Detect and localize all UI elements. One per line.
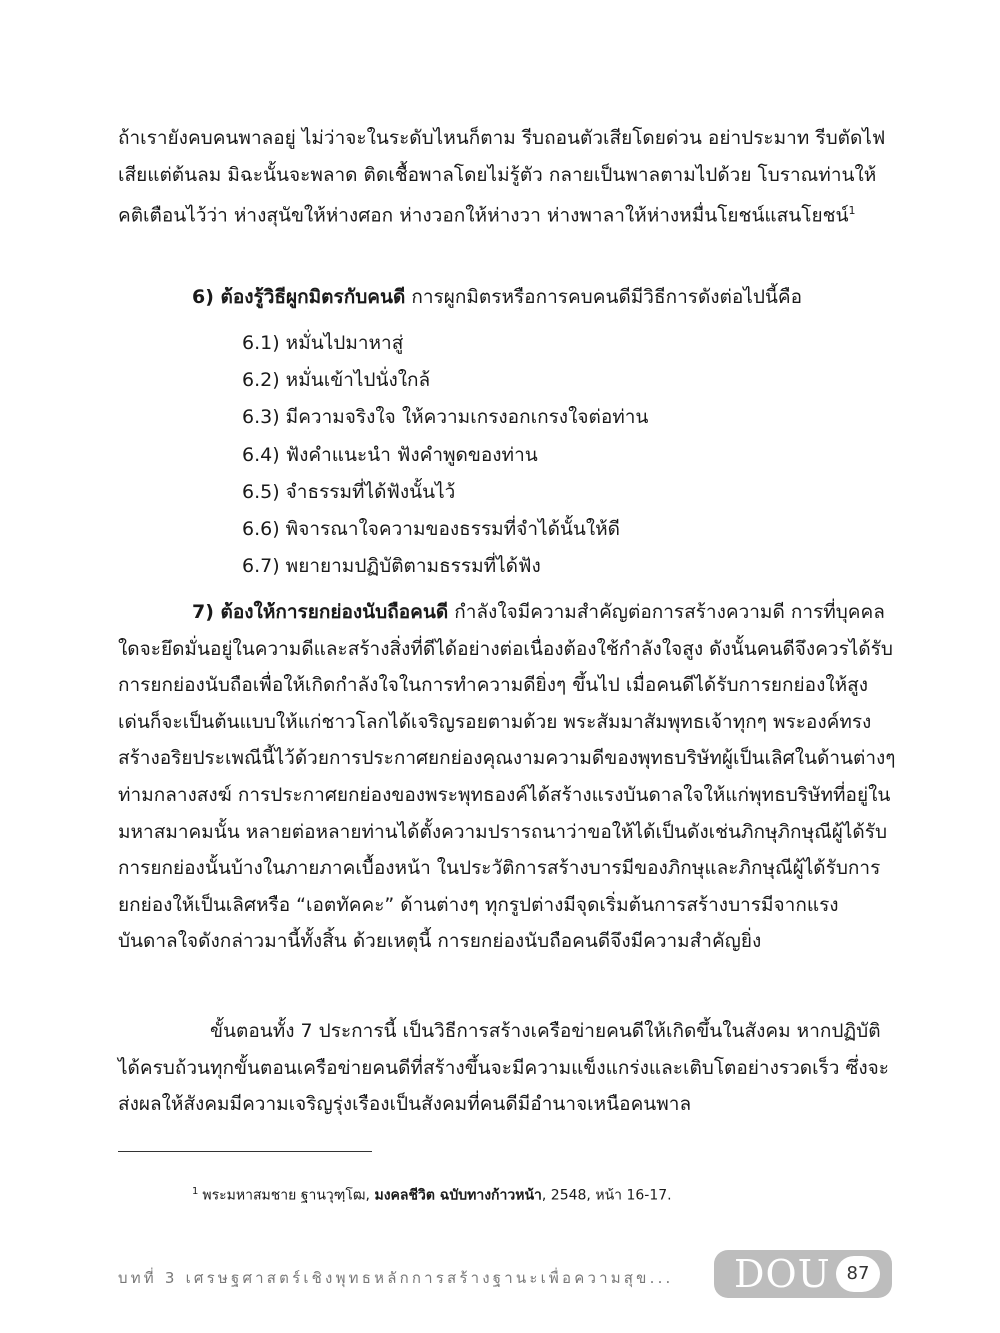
section-6-intro: การผูกมิตรหรือการคบคนดีมีวิธีการดังต่อไปนี้คือ bbox=[405, 286, 803, 308]
footer-chapter-title: บทที่ 3 เศรษฐศาสตร์เชิงพุทธหลักการสร้างฐานะเพื่อความสุข... bbox=[118, 1269, 674, 1287]
section-6-list bbox=[242, 325, 648, 585]
list-item: 6.3) มีความจริงใจ ให้ความเกรงอกเกรงใจต่อท่าน bbox=[242, 406, 649, 429]
list-item: 6.5) จำธรรมที่ได้ฟังนั้นไว้ bbox=[242, 480, 456, 503]
list-item: 6.6) พิจารณาใจความของธรรมที่จำได้นั้นให้ดี bbox=[242, 518, 621, 541]
section-7 bbox=[118, 594, 896, 960]
list-item: 6.2) หมั่นเข้าไปนั่งใกล้ bbox=[242, 369, 431, 392]
footnote-reference[interactable]: 1 bbox=[848, 204, 856, 218]
footnote-title: มงคลชีวิต ฉบับทางก้าวหน้า bbox=[374, 1187, 542, 1204]
footnote-details: , 2548, หน้า 16-17. bbox=[541, 1187, 672, 1204]
list-item: 6.4) ฟังคำแนะนำ ฟังคำพูดของท่าน bbox=[242, 443, 538, 466]
list-item: 6.1) หมั่นไปมาหาสู่ bbox=[242, 332, 404, 354]
page-number: 87 bbox=[836, 1256, 880, 1292]
footnote-divider bbox=[118, 1151, 372, 1152]
conclusion-paragraph: ขั้นตอนทั้ง 7 ประการนี้ เป็นวิธีการสร้างเครือข่ายคนดีให้เกิดขึ้นในสังคม หากปฏิบัติได้ครบถ้วนทุกขั้นตอนเครือข่ายคนดีที่สร้างขึ้นจะมีความแข็งแกร่งและเติบโตอย่างรวดเร็ว ซึ่งจะส่งผลให้สังคมมีความเจริญรุ่งเรืองเป็นสังคมที่คนดีมีอำนาจเหนือคนพาล bbox=[118, 1020, 890, 1116]
section-7-heading: 7) ต้องให้การยกย่องนับถือคนดี bbox=[192, 601, 449, 623]
footnote-number: 1 bbox=[192, 1186, 199, 1197]
list-item: 6.7) พยายามปฏิบัติตามธรรมที่ได้ฟัง bbox=[242, 555, 541, 578]
paragraph-intro bbox=[118, 120, 896, 234]
paragraph-intro-text: ถ้าเรายังคบคนพาลอยู่ ไม่ว่าจะในระดับไหนก็ตาม รีบถอนตัวเสียโดยด่วน อย่าประมาท รีบตัดไฟเสียแต่ต้นลม มิฉะนั้นจะพลาด ติดเชื้อพาลโดยไม่รู้ตัว กลายเป็นพาลตามไปด้วย โบราณท่านให้คติเตือนไว้ว่า ห่างสุนัขให้ห่างศอก ห่างวอกให้ห่างวา ห่างพาลาให้ห่างหมื่นโยชน์แสนโยชน์ bbox=[118, 127, 886, 227]
footnote-author: พระมหาสมชาย ฐานวุฑฺโฒ, bbox=[202, 1187, 371, 1204]
section-6-heading: 6) ต้องรู้วิธีผูกมิตรกับคนดี bbox=[192, 286, 406, 308]
dou-badge bbox=[714, 1250, 892, 1298]
footnote bbox=[192, 1182, 672, 1206]
dou-logo: DOU bbox=[734, 1252, 831, 1296]
section-6 bbox=[192, 280, 802, 314]
section-7-text: กำลังใจมีความสำคัญต่อการสร้างความดี การที่บุคคลใดจะยึดมั่นอยู่ในความดีและสร้างสิ่งที่ดีได้อย่างต่อเนื่องต้องใช้กำลังใจสูง ดังนั้นคนดีจึงควรได้รับการยกย่องนับถือเพื่อให้เกิดกำลังใจในการทำความดียิ่งๆ ขึ้นไป เมื่อคนดีได้รับการยกย่องให้สูงเด่นก็จะเป็นต้นแบบให้แก่ชาวโลกได้เจริญรอยตามด้วย พระสัมมาสัมพุทธเจ้าทุกๆ พระองค์ทรงสร้างอริยประเพณีนี้ไว้ด้วยการประกาศยกย่องคุณงามความดีของพุทธบริษัทผู้เป็นเลิศในด้านต่างๆ ท่ามกลางสงฆ์ การประกาศยกย่องของพระพุทธองค์ได้สร้างแรงบันดาลใจให้แก่พุทธบริษัทที่อยู่ในมหาสมาคมนั้น หลายต่อหลายท่านได้ตั้งความปรารถนาว่าขอให้ได้เป็นดังเช่นภิกษุภิกษุณีผู้ได้รับการยกย่องนั้นบ้างในภายภาคเบื้องหน้า ในประวัติการสร้างบารมีของภิกษุและภิกษุณีผู้ได้รับการยกย่องให้เป็นเลิศหรือ “เอตทัคคะ” ด้านต่างๆ ทุกรูปต่างมีจุดเริ่มต้นการสร้างบารมีจากแรงบันดาลใจดังกล่าวมานี้ทั้งสิ้น ด้วยเหตุนี้ การยกย่องนับถือคนดีจึงมีความสำคัญยิ่ง bbox=[118, 601, 896, 953]
